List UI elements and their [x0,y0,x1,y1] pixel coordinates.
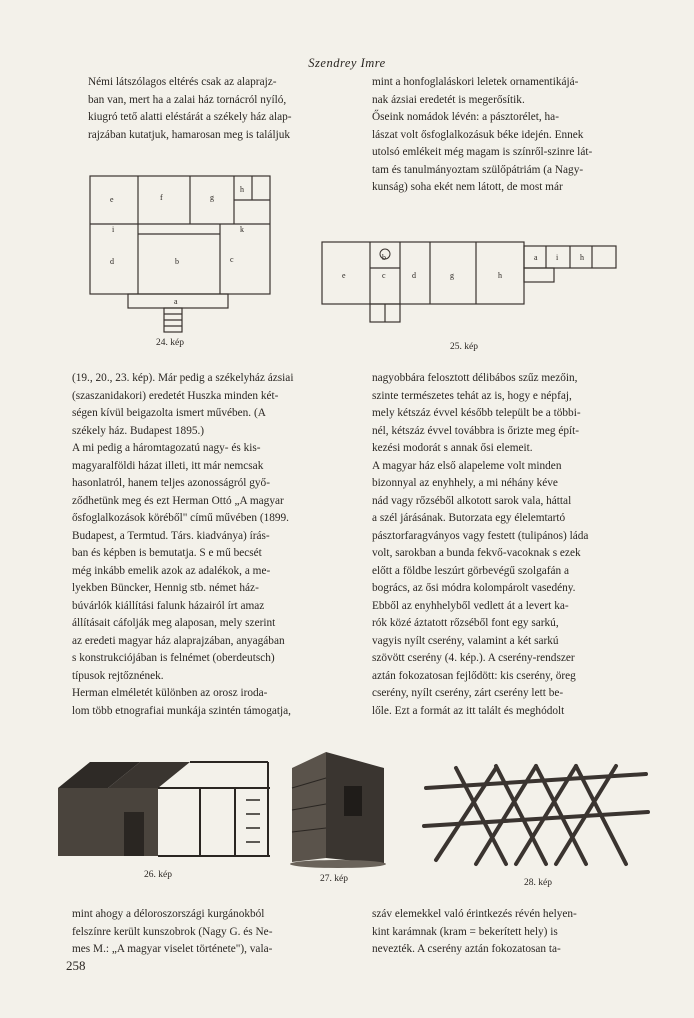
text-line: mint ahogy a déloroszországi kurgánokból [72,908,265,920]
text-line: s konstrukciójában is felnémet (oberdeutsch) [72,652,275,664]
svg-text:e: e [342,271,346,280]
svg-text:e: e [110,195,114,204]
svg-text:b: b [382,253,386,262]
svg-text:c: c [382,271,386,280]
text-line: még inkább emelik azok az adalékok, a me- [72,564,271,577]
text-line: lom több etnografiai munkája szintén támogatja, [72,704,291,717]
text-line: Ebből az enyhhelyből vedlett át a levert ka- [372,599,569,612]
text-line: szinte természetes tehát az is, hogy e népfaj, [372,389,572,402]
text-line: volt, sarokban a bunda fekvő-vacoknak s ezek [372,547,581,559]
text-line: Budapest, a Termtud. Társ. kiadványa) írás- [72,529,270,542]
text-line: bogrács, az ősi módra kolompárolt vasedény. [372,582,576,594]
text-line: száv elemekkel való érintkezés révén helyen- [372,908,577,920]
text-line: kunság) soha ekét nem látott, de most már [372,181,563,193]
text-line: az eredeti magyar ház alaprajzában, anyagában [72,634,285,647]
svg-text:c: c [230,255,234,264]
figure-27-hut-illustration [286,748,390,870]
text-line: (szaszanidakori) eredetét Huszka minden két- [72,389,279,402]
figure-24-caption: 24. kép [156,338,184,348]
figure-26-caption: 26. kép [144,870,172,880]
text-line: nád vagy rőzséből alkotott sarok vala, háttal [372,494,572,507]
text-line: magyaralföldi házat illeti, itt már nemcsak [72,459,264,472]
text-line: mint a honfoglaláskori leletek ornamentikájá- [372,76,579,88]
text-line: tam és tanulmányoztam szülőpátriám (a Nagy- [372,163,584,176]
svg-text:h: h [580,253,584,262]
figure-25-floor-plan [312,230,632,330]
text-line: (19., 20., 23. kép). Már pedig a székelyház ázsiai [72,372,294,384]
text-line: pásztorfaragványos vagy festett (tulipános) láda [372,529,589,542]
text-line: nagyobbára felosztott délibábos szűz mezőin, [372,372,578,384]
text-line: Herman elméletét különben az orosz iroda- [72,687,268,699]
page-number: 258 [66,958,86,973]
text-line: búvárlók kiállítási falunk házairól írt amaz [72,599,265,612]
text-line: ségen kívül beigazolta ismert művében. (A [72,407,266,419]
svg-text:f: f [160,193,163,202]
text-line: mely kétszáz évvel később települt be a többi- [372,407,581,419]
text-line: Őseink nomádok lévén: a pásztorélet, ha- [372,111,559,123]
svg-text:d: d [110,257,114,266]
text-line: lászat volt ősfoglalkozásuk béke idején. Ennek [372,128,584,141]
text-line: cserény, nyílt cserény, zárt cserény lett be- [372,687,564,699]
text-line: A magyar ház első alapeleme volt minden [372,459,562,472]
text-line: lyekben Büncker, Hennig stb. német ház- [72,582,259,594]
svg-text:h: h [498,271,502,280]
text-line: Némi látszólagos eltérés csak az alaprajz- [88,76,277,88]
text-block-top-left [72,74,362,144]
figure-24-floor-plan [80,166,280,336]
text-line: kint karámnak (kram = bekerített hely) is [372,925,558,938]
text-line: rók közé áztatott rőzséből font egy sarkú, [372,617,559,629]
text-block-bottom-left [72,906,340,959]
text-block-bottom-right [372,906,654,959]
svg-text:i: i [112,225,115,234]
text-line: kezési modorát s annak ősi elemeit. [372,442,533,454]
text-block-middle-right [372,370,654,720]
svg-text:g: g [210,193,214,202]
text-line: ződhetünk meg és ezt Herman Ottó „A magyar [72,494,284,507]
text-line: nevezték. A cserény aztán fokozatosan ta- [372,943,561,955]
text-line: szövött cserény (4. kép.). A cserény-rendszer [372,652,575,664]
text-line: bizonnyal az enyhhely, a mi néhány kéve [372,477,558,489]
text-line: lőle. Ezt a formát az itt talált és meghódolt [372,704,565,717]
text-line: hasonlatról, hanem teljes azonosságról győ- [72,477,270,489]
running-header: Szendrey Imre [308,56,386,70]
text-line: mes M.: „A magyar viselet története"), vala- [72,943,273,955]
text-block-top-right [372,74,654,197]
text-line: aztán fokozatosan fejlődött: kis cserény, öreg [372,669,576,682]
text-line: vagyis nyílt cserény, valamint a két sarkú [372,634,559,647]
text-line: kiugró tető alatti eléstárát a székely ház alap- [88,111,292,123]
text-line: nél, kétszáz évvel továbbra is őrizte meg épít- [372,424,580,437]
text-line: a szél járásának. Butorzata egy élelemtartó [372,512,566,524]
figure-25-caption: 25. kép [450,342,478,352]
figure-28-caption: 28. kép [524,878,552,888]
text-line: állításait cáfolják meg alaposan, mely szerint [72,617,276,629]
text-line: ban van, mert ha a zalai ház tornácról nyíló, [88,93,287,106]
svg-text:a: a [534,253,538,262]
text-block-middle-left [72,370,358,720]
text-line: felszínre került kunszobrok (Nagy G. és Ne- [72,925,273,938]
svg-text:h: h [240,185,244,194]
svg-text:g: g [450,271,454,280]
text-line: székely ház. Budapest 1895.) [72,424,205,437]
text-line: rajzában kutatjuk, hamarosan meg is találjuk [88,128,291,141]
svg-text:a: a [174,297,178,306]
text-line: utolsó emlékeit még magam is színről-szinre lát- [372,146,593,158]
text-line: A mi pedig a háromtagozatú nagy- és kis- [72,442,261,454]
figure-28-fence-lattice [416,760,656,870]
text-line: ősfoglalkozások köréből" című művében (1899. [72,512,290,524]
text-line: nak ázsiai eredetét is megerősítik. [372,93,525,106]
svg-text:d: d [412,271,416,280]
text-line: típusok rejtőznének. [72,669,164,682]
text-line: ban és képben is bemutatja. S e mű becsét [72,547,262,559]
svg-text:i: i [556,253,559,262]
svg-text:b: b [175,257,179,266]
figure-26-hut-illustration [50,748,274,866]
svg-text:k: k [240,225,244,234]
text-line: előtt a földbe leszúrt görbevégű szolgafán a [372,564,569,577]
figure-27-caption: 27. kép [320,874,348,884]
